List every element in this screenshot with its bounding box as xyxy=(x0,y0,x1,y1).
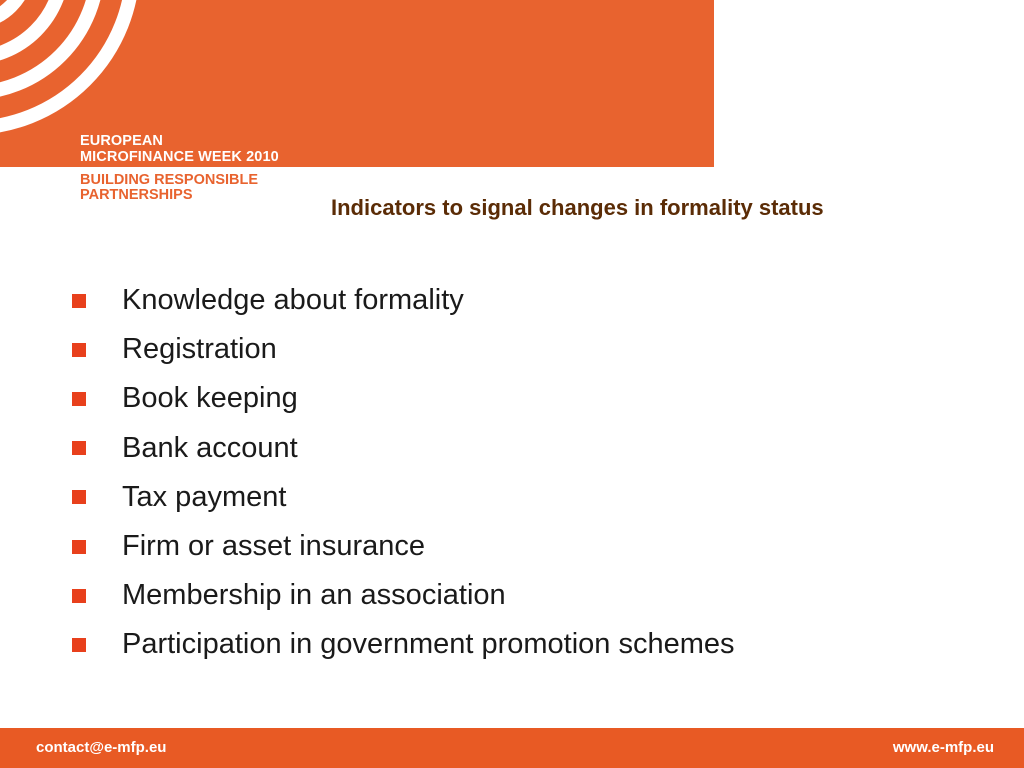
square-bullet-icon xyxy=(72,540,86,554)
bullet-item xyxy=(72,374,735,423)
bullet-item xyxy=(72,424,735,473)
tagline-line2: PARTNERSHIPS xyxy=(80,187,193,203)
square-bullet-icon xyxy=(72,589,86,603)
bullet-text: Participation in government promotion schemes xyxy=(122,628,735,661)
square-bullet-icon xyxy=(72,343,86,357)
square-bullet-icon xyxy=(72,638,86,652)
bullet-item xyxy=(72,571,735,620)
bullet-item xyxy=(72,522,735,571)
footer-bar xyxy=(0,728,1024,768)
website-link[interactable]: www.e-mfp.eu xyxy=(892,739,994,756)
bullet-item xyxy=(72,473,735,522)
square-bullet-icon xyxy=(72,490,86,504)
bullet-text: Registration xyxy=(122,333,277,366)
contact-email-link[interactable]: contact@e-mfp.eu xyxy=(36,739,167,756)
bullet-text: Bank account xyxy=(122,431,298,464)
header-banner xyxy=(0,0,714,167)
square-bullet-icon xyxy=(72,392,86,406)
bullet-text: Book keeping xyxy=(122,382,298,415)
slide-heading: Indicators to signal changes in formality status xyxy=(331,195,824,220)
bullet-text: Tax payment xyxy=(122,480,287,513)
tagline-line1: BUILDING RESPONSIBLE xyxy=(80,172,259,188)
bullet-text: Membership in an association xyxy=(122,579,506,612)
bullet-item xyxy=(72,276,735,325)
bullet-text: Firm or asset insurance xyxy=(122,530,425,563)
bullet-text: Knowledge about formality xyxy=(122,284,464,317)
bullet-item xyxy=(72,620,735,669)
bullet-item xyxy=(72,325,735,374)
event-title xyxy=(80,133,279,165)
event-title-line2: MICROFINANCE WEEK 2010 xyxy=(80,149,279,165)
tagline xyxy=(80,173,258,203)
square-bullet-icon xyxy=(72,441,86,455)
square-bullet-icon xyxy=(72,294,86,308)
event-title-line1: EUROPEAN xyxy=(80,133,163,149)
bullet-list xyxy=(72,276,735,670)
